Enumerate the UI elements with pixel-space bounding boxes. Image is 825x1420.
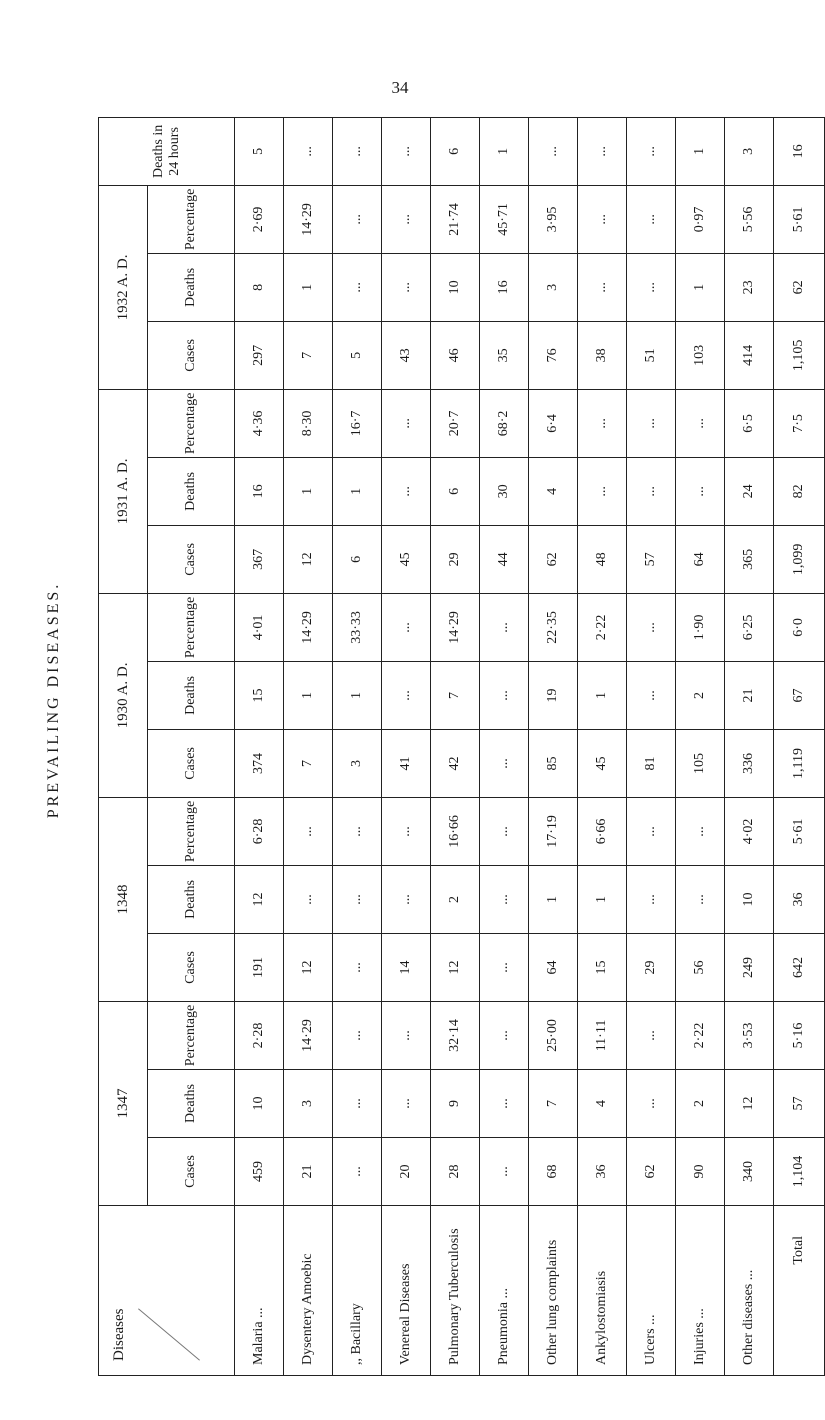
cell-c1931: 6	[333, 525, 382, 593]
cell-c1932: 43	[382, 321, 431, 389]
cell-p1930: 1·90	[676, 593, 725, 661]
cell-d1348: ...	[333, 865, 382, 933]
cell-c1930: 81	[627, 729, 676, 797]
cell-p1347: 25·00	[529, 1001, 578, 1069]
cell-c1347: ...	[480, 1138, 529, 1206]
cell-p1347: 32·14	[431, 1001, 480, 1069]
cell-d24: ...	[578, 117, 627, 185]
cell-p1348: ...	[382, 797, 431, 865]
year-1930-header: 1930 A. D.	[99, 593, 148, 797]
cell-d24: ...	[529, 117, 578, 185]
percentage-header: Percentage	[148, 1001, 235, 1069]
cell-d1348: 12	[235, 865, 284, 933]
cell-p1931: 6·4	[529, 389, 578, 457]
cell-d1932: ...	[333, 253, 382, 321]
cell-d1348: ...	[676, 865, 725, 933]
cell-d24: ...	[627, 117, 676, 185]
cases-header: Cases	[148, 525, 235, 593]
disease-name: Other diseases ...	[725, 1206, 774, 1376]
cell-p1930: ...	[480, 593, 529, 661]
cell-d1930: 7	[431, 661, 480, 729]
cell-c1932: 51	[627, 321, 676, 389]
cell-c1931: 12	[284, 525, 333, 593]
cell-d1930: ...	[627, 661, 676, 729]
cell-p1930: 6·0	[774, 593, 825, 661]
cell-c1347: 90	[676, 1138, 725, 1206]
cell-p1348: 4·02	[725, 797, 774, 865]
cell-c1348: 64	[529, 933, 578, 1001]
cell-p1347: ...	[333, 1001, 382, 1069]
cell-c1932: 414	[725, 321, 774, 389]
cell-c1931: 57	[627, 525, 676, 593]
disease-name: Injuries ...	[676, 1206, 725, 1376]
cell-c1348: 12	[431, 933, 480, 1001]
table-row	[578, 117, 627, 1375]
percentage-header: Percentage	[148, 185, 235, 253]
cell-d24: 5	[235, 117, 284, 185]
cell-c1348: 12	[284, 933, 333, 1001]
disease-name: Ulcers ...	[627, 1206, 676, 1376]
cell-d1931: 1	[284, 457, 333, 525]
deaths-header: Deaths	[148, 1070, 235, 1138]
cell-d1932: 3	[529, 253, 578, 321]
cell-p1348: 6·28	[235, 797, 284, 865]
cell-c1931: 45	[382, 525, 431, 593]
deaths-header: Deaths	[148, 253, 235, 321]
cell-d24: ...	[284, 117, 333, 185]
cell-c1931: 48	[578, 525, 627, 593]
cell-d1931: ...	[627, 457, 676, 525]
cell-p1930: 2·22	[578, 593, 627, 661]
cell-p1347: 14·29	[284, 1001, 333, 1069]
cell-d1930: 2	[676, 661, 725, 729]
cell-d1931: 24	[725, 457, 774, 525]
cell-c1931: 64	[676, 525, 725, 593]
percentage-header: Percentage	[148, 797, 235, 865]
cell-p1348: 17·19	[529, 797, 578, 865]
cell-p1932: 0·97	[676, 185, 725, 253]
table-row	[627, 117, 676, 1375]
year-1347-header: 1347	[99, 1001, 148, 1205]
cell-d1930: 1	[333, 661, 382, 729]
total-label: Total	[774, 1206, 825, 1376]
cell-d1932: 10	[431, 253, 480, 321]
sub-header-row	[148, 117, 235, 1375]
cell-d1347: 12	[725, 1070, 774, 1138]
cell-c1348: 14	[382, 933, 431, 1001]
table-row	[333, 117, 382, 1375]
cell-d1347: 2	[676, 1070, 725, 1138]
cell-p1348: ...	[627, 797, 676, 865]
table-row	[235, 117, 284, 1375]
year-1348-header: 1348	[99, 797, 148, 1001]
cell-c1932: 5	[333, 321, 382, 389]
cell-d1348: ...	[480, 865, 529, 933]
table-row	[382, 117, 431, 1375]
deaths-header: Deaths	[148, 865, 235, 933]
diseases-header-label: Diseases	[111, 1308, 127, 1361]
year-header-row	[99, 117, 148, 1375]
page-number: 34	[391, 78, 409, 97]
cell-d1347: 9	[431, 1070, 480, 1138]
cell-p1932: ...	[578, 185, 627, 253]
cell-p1348: 6·66	[578, 797, 627, 865]
cell-c1347: ...	[333, 1138, 382, 1206]
cell-p1931: ...	[382, 389, 431, 457]
cell-c1932: 35	[480, 321, 529, 389]
cell-d1932: 1	[284, 253, 333, 321]
cell-d1930: ...	[382, 661, 431, 729]
cell-d1348: 36	[774, 865, 825, 933]
cases-header: Cases	[148, 321, 235, 389]
cell-c1348: ...	[480, 933, 529, 1001]
cell-p1930: ...	[627, 593, 676, 661]
cell-c1932: 103	[676, 321, 725, 389]
cell-d1932: 16	[480, 253, 529, 321]
cell-d1347: 10	[235, 1070, 284, 1138]
cell-p1930: 6·25	[725, 593, 774, 661]
table-row	[529, 117, 578, 1375]
cell-d1347: 3	[284, 1070, 333, 1138]
cell-c1930: 105	[676, 729, 725, 797]
cell-d1347: 57	[774, 1070, 825, 1138]
table-body	[235, 117, 825, 1375]
cell-d1930: ...	[480, 661, 529, 729]
cell-c1347: 1,104	[774, 1138, 825, 1206]
cell-c1931: 29	[431, 525, 480, 593]
cell-c1348: 29	[627, 933, 676, 1001]
deaths-header: Deaths	[148, 457, 235, 525]
cell-d1932: ...	[578, 253, 627, 321]
cell-d1931: ...	[578, 457, 627, 525]
cell-c1931: 62	[529, 525, 578, 593]
cell-d1347: ...	[382, 1070, 431, 1138]
cell-c1931: 367	[235, 525, 284, 593]
cell-p1930: 22·35	[529, 593, 578, 661]
rotated-table-container	[98, 118, 824, 1376]
cell-p1931: ...	[627, 389, 676, 457]
cell-p1348: 16·66	[431, 797, 480, 865]
table-row	[284, 117, 333, 1375]
cell-c1930: 336	[725, 729, 774, 797]
cell-c1932: 1,105	[774, 321, 825, 389]
cell-d1932: ...	[382, 253, 431, 321]
cell-d1930: 1	[284, 661, 333, 729]
cell-d1930: 21	[725, 661, 774, 729]
cell-p1932: ...	[627, 185, 676, 253]
cases-header: Cases	[148, 1138, 235, 1206]
cell-c1348: 249	[725, 933, 774, 1001]
cell-p1932: 3·95	[529, 185, 578, 253]
table-row	[431, 117, 480, 1375]
cell-p1348: ...	[284, 797, 333, 865]
cell-p1931: 7·5	[774, 389, 825, 457]
cell-d24: 1	[676, 117, 725, 185]
year-1931-header: 1931 A. D.	[99, 389, 148, 593]
disease-name: Venereal Diseases	[382, 1206, 431, 1376]
table-row	[725, 117, 774, 1375]
cell-c1931: 1,099	[774, 525, 825, 593]
table-row	[480, 117, 529, 1375]
cell-p1930: 4·01	[235, 593, 284, 661]
disease-name: ,, Bacillary	[333, 1206, 382, 1376]
cell-c1930: 85	[529, 729, 578, 797]
cell-d1348: ...	[284, 865, 333, 933]
percentage-header: Percentage	[148, 593, 235, 661]
cell-d1931: 30	[480, 457, 529, 525]
disease-name: Other lung complaints	[529, 1206, 578, 1376]
total-row	[774, 117, 825, 1375]
cell-c1931: 365	[725, 525, 774, 593]
table-wrapper	[98, 118, 824, 1376]
cell-p1348: ...	[676, 797, 725, 865]
cell-c1347: 340	[725, 1138, 774, 1206]
cell-d24: ...	[382, 117, 431, 185]
cell-c1347: 21	[284, 1138, 333, 1206]
cell-p1347: 5·16	[774, 1001, 825, 1069]
deaths-header: Deaths	[148, 661, 235, 729]
cell-p1930: ...	[382, 593, 431, 661]
cell-d1347: ...	[627, 1070, 676, 1138]
cases-header: Cases	[148, 729, 235, 797]
cell-c1348: 15	[578, 933, 627, 1001]
cell-c1930: 1,119	[774, 729, 825, 797]
cell-c1932: 7	[284, 321, 333, 389]
cell-d1931: 1	[333, 457, 382, 525]
cell-p1932: ...	[333, 185, 382, 253]
cell-c1930: 3	[333, 729, 382, 797]
cell-c1347: 62	[627, 1138, 676, 1206]
cell-d24: 3	[725, 117, 774, 185]
cell-p1931: 68·2	[480, 389, 529, 457]
cell-p1348: 5·61	[774, 797, 825, 865]
cell-d1347: ...	[333, 1070, 382, 1138]
cell-d1348: 2	[431, 865, 480, 933]
cell-c1932: 46	[431, 321, 480, 389]
deaths-24-header: Deaths in 24 hours	[99, 117, 235, 185]
cell-p1932: 21·74	[431, 185, 480, 253]
cell-c1347: 68	[529, 1138, 578, 1206]
cell-p1931: 6·5	[725, 389, 774, 457]
diseases-header	[99, 1206, 235, 1376]
cell-d1932: 23	[725, 253, 774, 321]
cell-c1347: 36	[578, 1138, 627, 1206]
header-slash	[138, 1308, 200, 1360]
cell-c1932: 76	[529, 321, 578, 389]
cell-c1347: 28	[431, 1138, 480, 1206]
cell-p1930: 14·29	[431, 593, 480, 661]
cell-d24: 16	[774, 117, 825, 185]
cell-p1932: 2·69	[235, 185, 284, 253]
cell-p1932: 45·71	[480, 185, 529, 253]
cell-d24: 1	[480, 117, 529, 185]
cell-d1931: 16	[235, 457, 284, 525]
cell-c1930: 374	[235, 729, 284, 797]
cell-p1931: ...	[578, 389, 627, 457]
cell-d1348: 10	[725, 865, 774, 933]
cell-p1931: 20·7	[431, 389, 480, 457]
side-title-text: PREVAILING DISEASES.	[45, 581, 62, 819]
cell-c1932: 297	[235, 321, 284, 389]
cell-d1931: 6	[431, 457, 480, 525]
table-row	[676, 117, 725, 1375]
cell-p1932: 5·56	[725, 185, 774, 253]
cell-p1931: 16·7	[333, 389, 382, 457]
cell-c1930: 42	[431, 729, 480, 797]
cell-c1348: 56	[676, 933, 725, 1001]
cell-d1931: ...	[676, 457, 725, 525]
cell-p1932: ...	[382, 185, 431, 253]
cell-p1931: 8·30	[284, 389, 333, 457]
disease-name: Pulmonary Tuberculosis	[431, 1206, 480, 1376]
year-1932-header: 1932 A. D.	[99, 185, 148, 389]
cell-c1930: 45	[578, 729, 627, 797]
cell-c1932: 38	[578, 321, 627, 389]
cell-p1932: 5·61	[774, 185, 825, 253]
disease-name: Ankylostomiasis	[578, 1206, 627, 1376]
disease-name: Malaria ...	[235, 1206, 284, 1376]
cell-p1347: ...	[480, 1001, 529, 1069]
cell-d1932: 8	[235, 253, 284, 321]
side-title	[34, 400, 74, 1000]
cell-d1348: ...	[627, 865, 676, 933]
disease-name: Pneumonia ...	[480, 1206, 529, 1376]
cell-p1930: 33·33	[333, 593, 382, 661]
cell-c1931: 44	[480, 525, 529, 593]
cell-p1931: 4·36	[235, 389, 284, 457]
cell-d1348: ...	[382, 865, 431, 933]
disease-name: Dysentery Amoebic	[284, 1206, 333, 1376]
cell-c1348: ...	[333, 933, 382, 1001]
cell-d1932: ...	[627, 253, 676, 321]
cell-p1931: ...	[676, 389, 725, 457]
cell-d1931: ...	[382, 457, 431, 525]
cell-p1347: ...	[627, 1001, 676, 1069]
cell-d1930: 1	[578, 661, 627, 729]
cell-d1347: ...	[480, 1070, 529, 1138]
cell-c1930: 7	[284, 729, 333, 797]
cell-p1932: 14·29	[284, 185, 333, 253]
cell-d1348: 1	[529, 865, 578, 933]
percentage-header: Percentage	[148, 389, 235, 457]
cell-c1348: 642	[774, 933, 825, 1001]
cell-p1348: ...	[480, 797, 529, 865]
cell-c1930: 41	[382, 729, 431, 797]
cell-c1348: 191	[235, 933, 284, 1001]
cell-d24: ...	[333, 117, 382, 185]
cell-d1930: 15	[235, 661, 284, 729]
cell-d24: 6	[431, 117, 480, 185]
cell-p1348: ...	[333, 797, 382, 865]
cell-d1347: 7	[529, 1070, 578, 1138]
cell-p1347: 11·11	[578, 1001, 627, 1069]
cell-p1930: 14·29	[284, 593, 333, 661]
cell-c1347: 20	[382, 1138, 431, 1206]
cell-d1930: 19	[529, 661, 578, 729]
cell-d1930: 67	[774, 661, 825, 729]
cell-p1347: 2·28	[235, 1001, 284, 1069]
cell-p1347: ...	[382, 1001, 431, 1069]
cell-d1931: 4	[529, 457, 578, 525]
cell-p1347: 3·53	[725, 1001, 774, 1069]
cell-p1347: 2·22	[676, 1001, 725, 1069]
cell-d1347: 4	[578, 1070, 627, 1138]
diseases-table	[98, 117, 825, 1376]
cell-c1930: ...	[480, 729, 529, 797]
cell-d1348: 1	[578, 865, 627, 933]
cell-d1932: 62	[774, 253, 825, 321]
cell-d1931: 82	[774, 457, 825, 525]
cases-header: Cases	[148, 933, 235, 1001]
cell-c1347: 459	[235, 1138, 284, 1206]
cell-d1932: 1	[676, 253, 725, 321]
